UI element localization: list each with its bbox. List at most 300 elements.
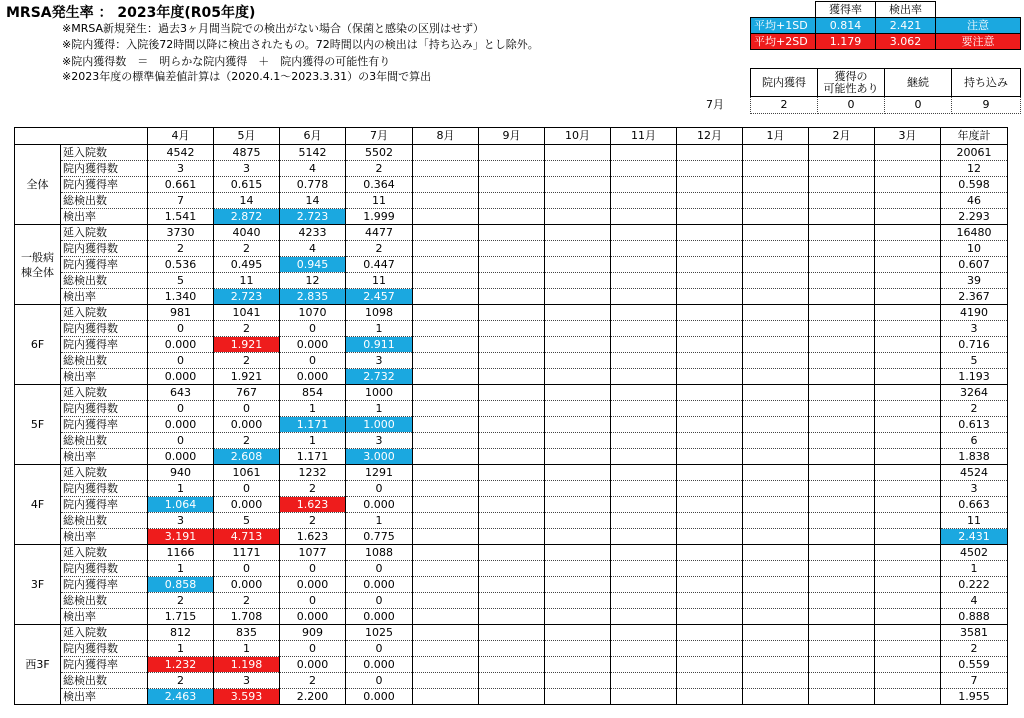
empty-cell [479, 401, 545, 417]
empty-cell [677, 449, 743, 465]
data-cell: 940 [148, 465, 214, 481]
empty-cell [413, 561, 479, 577]
empty-cell [677, 369, 743, 385]
legend-value: 1.179 [816, 34, 876, 50]
total-cell: 2 [941, 641, 1008, 657]
empty-cell [611, 145, 677, 161]
metric-label: 総検出数 [61, 353, 148, 369]
monthly-summary [750, 68, 1021, 114]
empty-cell [545, 449, 611, 465]
empty-cell [677, 161, 743, 177]
data-cell: 0.000 [214, 497, 280, 513]
empty-cell [611, 673, 677, 689]
empty-cell [545, 689, 611, 705]
metric-label: 延入院数 [61, 305, 148, 321]
table-row [15, 417, 1008, 433]
empty-cell [479, 561, 545, 577]
empty-cell [413, 321, 479, 337]
empty-cell [479, 209, 545, 225]
table-row [15, 481, 1008, 497]
empty-cell [809, 449, 875, 465]
column-header: 5月 [214, 128, 280, 145]
data-cell: 854 [280, 385, 346, 401]
data-cell: 0 [148, 401, 214, 417]
table-row [15, 145, 1008, 161]
empty-cell [875, 145, 941, 161]
empty-cell [875, 401, 941, 417]
metric-label: 総検出数 [61, 433, 148, 449]
legend-label: 平均+1SD [751, 18, 816, 34]
empty-cell [545, 401, 611, 417]
data-cell: 1 [148, 481, 214, 497]
data-cell: 2 [280, 481, 346, 497]
table-row [15, 193, 1008, 209]
empty-cell [413, 545, 479, 561]
empty-cell [809, 593, 875, 609]
data-cell: 0.000 [280, 337, 346, 353]
empty-cell [677, 609, 743, 625]
empty-cell [875, 433, 941, 449]
data-cell: 0.000 [280, 657, 346, 673]
data-cell: 0 [346, 561, 413, 577]
summary-value: 0 [818, 97, 885, 114]
data-cell: 4040 [214, 225, 280, 241]
column-header: 10月 [545, 128, 611, 145]
total-cell: 0.716 [941, 337, 1008, 353]
data-cell: 0.000 [346, 657, 413, 673]
data-cell: 11 [214, 273, 280, 289]
empty-cell [545, 609, 611, 625]
data-cell: 1041 [214, 305, 280, 321]
data-cell: 0 [346, 593, 413, 609]
data-cell: 11 [346, 273, 413, 289]
note-line: ※院内獲得：入院後72時間以降に検出されたもの。72時間以内の検出は「持ち込み」とし除外。 [62, 38, 539, 51]
empty-cell [677, 529, 743, 545]
table-row [15, 321, 1008, 337]
legend-status: 注意 [936, 18, 1021, 34]
metric-label: 院内獲得数 [61, 641, 148, 657]
empty-cell [809, 673, 875, 689]
table-row [15, 289, 1008, 305]
empty-cell [611, 369, 677, 385]
total-cell: 39 [941, 273, 1008, 289]
metric-label: 検出率 [61, 529, 148, 545]
data-cell: 0.000 [280, 577, 346, 593]
data-cell: 1 [346, 321, 413, 337]
empty-cell [809, 417, 875, 433]
data-cell: 1025 [346, 625, 413, 641]
empty-cell [545, 673, 611, 689]
empty-cell [413, 193, 479, 209]
total-cell: 16480 [941, 225, 1008, 241]
data-cell: 0 [280, 561, 346, 577]
data-cell: 1171 [214, 545, 280, 561]
metric-label: 院内獲得率 [61, 657, 148, 673]
empty-cell [809, 481, 875, 497]
metric-label: 院内獲得数 [61, 321, 148, 337]
empty-cell [611, 433, 677, 449]
empty-cell [677, 673, 743, 689]
empty-cell [677, 177, 743, 193]
empty-cell [545, 481, 611, 497]
empty-cell [479, 465, 545, 481]
empty-cell [677, 193, 743, 209]
metric-label: 検出率 [61, 689, 148, 705]
empty-cell [611, 481, 677, 497]
empty-cell [809, 513, 875, 529]
data-cell: 5142 [280, 145, 346, 161]
total-cell: 0.613 [941, 417, 1008, 433]
empty-cell [479, 353, 545, 369]
data-cell: 1.623 [280, 497, 346, 513]
empty-cell [479, 593, 545, 609]
total-cell: 1 [941, 561, 1008, 577]
empty-cell [743, 481, 809, 497]
metric-label: 院内獲得率 [61, 497, 148, 513]
data-cell: 0 [148, 321, 214, 337]
legend-header-rate: 獲得率 [816, 2, 876, 18]
data-cell: 1061 [214, 465, 280, 481]
metric-label: 総検出数 [61, 513, 148, 529]
empty-cell [545, 369, 611, 385]
table-row [15, 577, 1008, 593]
group-label: 4F [15, 465, 61, 545]
data-cell: 2.723 [214, 289, 280, 305]
group-label: 一般病 棟全体 [15, 225, 61, 305]
empty-cell [875, 625, 941, 641]
data-cell: 2 [214, 353, 280, 369]
data-cell: 1088 [346, 545, 413, 561]
empty-cell [413, 257, 479, 273]
empty-cell [809, 209, 875, 225]
empty-cell [809, 401, 875, 417]
empty-cell [545, 657, 611, 673]
data-cell: 0 [346, 673, 413, 689]
data-cell: 0.911 [346, 337, 413, 353]
total-cell: 6 [941, 433, 1008, 449]
empty-cell [809, 145, 875, 161]
legend-value: 3.062 [876, 34, 936, 50]
empty-cell [677, 337, 743, 353]
note-line: ※院内獲得数 ＝ 明らかな院内獲得 ＋ 院内獲得の可能性有り [62, 55, 391, 68]
empty-cell [875, 497, 941, 513]
empty-cell [413, 305, 479, 321]
data-cell: 1070 [280, 305, 346, 321]
empty-cell [545, 545, 611, 561]
total-cell: 2.367 [941, 289, 1008, 305]
empty-cell [677, 417, 743, 433]
empty-cell [809, 465, 875, 481]
empty-cell [479, 369, 545, 385]
empty-cell [809, 657, 875, 673]
data-cell: 1077 [280, 545, 346, 561]
empty-cell [875, 177, 941, 193]
total-cell: 0.598 [941, 177, 1008, 193]
metric-label: 延入院数 [61, 385, 148, 401]
data-cell: 1291 [346, 465, 413, 481]
metric-label: 院内獲得数 [61, 561, 148, 577]
table-row [15, 177, 1008, 193]
table-row [15, 241, 1008, 257]
empty-cell [809, 241, 875, 257]
empty-cell [875, 465, 941, 481]
empty-cell [809, 369, 875, 385]
empty-cell [611, 625, 677, 641]
data-cell: 11 [346, 193, 413, 209]
data-cell: 0 [280, 321, 346, 337]
empty-cell [743, 497, 809, 513]
data-cell: 1098 [346, 305, 413, 321]
empty-cell [479, 625, 545, 641]
data-cell: 0.495 [214, 257, 280, 273]
empty-cell [743, 193, 809, 209]
data-cell: 3 [346, 433, 413, 449]
empty-cell [545, 209, 611, 225]
data-cell: 3 [148, 161, 214, 177]
empty-cell [413, 625, 479, 641]
empty-cell [611, 273, 677, 289]
empty-cell [743, 609, 809, 625]
group-label: 3F [15, 545, 61, 625]
data-cell: 1.340 [148, 289, 214, 305]
empty-cell [545, 593, 611, 609]
data-cell: 4233 [280, 225, 346, 241]
empty-cell [677, 625, 743, 641]
data-cell: 1 [346, 513, 413, 529]
empty-cell [809, 545, 875, 561]
empty-cell [677, 689, 743, 705]
group-label: 6F [15, 305, 61, 385]
empty-cell [611, 161, 677, 177]
data-cell: 2 [346, 241, 413, 257]
empty-cell [545, 353, 611, 369]
empty-cell [875, 657, 941, 673]
empty-cell [743, 305, 809, 321]
data-cell: 4 [280, 241, 346, 257]
empty-cell [611, 593, 677, 609]
column-header: 3月 [875, 128, 941, 145]
empty-cell [479, 449, 545, 465]
total-cell: 0.222 [941, 577, 1008, 593]
empty-cell [413, 657, 479, 673]
empty-cell [743, 241, 809, 257]
data-cell: 4.713 [214, 529, 280, 545]
table-row [15, 545, 1008, 561]
empty-cell [413, 593, 479, 609]
empty-cell [611, 609, 677, 625]
empty-cell [611, 577, 677, 593]
data-cell: 0.000 [346, 689, 413, 705]
data-cell: 0 [280, 641, 346, 657]
empty-cell [743, 385, 809, 401]
empty-cell [809, 353, 875, 369]
total-cell: 2.293 [941, 209, 1008, 225]
metric-label: 院内獲得数 [61, 401, 148, 417]
empty-cell [611, 385, 677, 401]
data-cell: 0 [214, 401, 280, 417]
data-cell: 3 [214, 161, 280, 177]
column-header: 11月 [611, 128, 677, 145]
column-header: 6月 [280, 128, 346, 145]
column-header: 4月 [148, 128, 214, 145]
data-cell: 3.191 [148, 529, 214, 545]
empty-cell [611, 193, 677, 209]
data-cell: 2 [214, 433, 280, 449]
empty-cell [875, 513, 941, 529]
empty-cell [479, 321, 545, 337]
table-row [15, 353, 1008, 369]
data-cell: 0.447 [346, 257, 413, 273]
empty-cell [479, 289, 545, 305]
summary-value: 2 [751, 97, 818, 114]
data-cell: 0.536 [148, 257, 214, 273]
data-cell: 0.000 [148, 417, 214, 433]
empty-cell [479, 385, 545, 401]
data-cell: 0.858 [148, 577, 214, 593]
empty-cell [743, 321, 809, 337]
metric-label: 院内獲得率 [61, 577, 148, 593]
metric-label: 検出率 [61, 609, 148, 625]
data-cell: 12 [280, 273, 346, 289]
table-header-row [15, 128, 1008, 145]
empty-cell [611, 257, 677, 273]
empty-cell [677, 225, 743, 241]
empty-cell [809, 161, 875, 177]
data-cell: 0 [148, 433, 214, 449]
total-cell: 2.431 [941, 529, 1008, 545]
empty-cell [809, 321, 875, 337]
data-cell: 1.232 [148, 657, 214, 673]
empty-cell [611, 513, 677, 529]
empty-cell [479, 529, 545, 545]
total-cell: 4502 [941, 545, 1008, 561]
empty-cell [677, 401, 743, 417]
empty-cell [479, 241, 545, 257]
metric-label: 検出率 [61, 449, 148, 465]
empty-cell [545, 385, 611, 401]
total-cell: 11 [941, 513, 1008, 529]
empty-cell [743, 513, 809, 529]
data-cell: 5502 [346, 145, 413, 161]
table-row [15, 513, 1008, 529]
metric-label: 院内獲得率 [61, 177, 148, 193]
empty-cell [875, 593, 941, 609]
empty-cell [743, 225, 809, 241]
table-row [15, 209, 1008, 225]
empty-cell [413, 161, 479, 177]
empty-cell [611, 289, 677, 305]
metric-label: 総検出数 [61, 673, 148, 689]
empty-cell [875, 161, 941, 177]
total-cell: 0.663 [941, 497, 1008, 513]
metric-label: 延入院数 [61, 545, 148, 561]
empty-cell [479, 305, 545, 321]
data-cell: 1 [346, 401, 413, 417]
empty-cell [479, 545, 545, 561]
empty-cell [479, 641, 545, 657]
empty-cell [413, 273, 479, 289]
empty-cell [875, 545, 941, 561]
empty-cell [743, 465, 809, 481]
total-cell: 4 [941, 593, 1008, 609]
empty-cell [743, 257, 809, 273]
empty-cell [545, 145, 611, 161]
empty-cell [545, 417, 611, 433]
empty-cell [545, 257, 611, 273]
empty-cell [413, 177, 479, 193]
empty-cell [479, 337, 545, 353]
empty-cell [479, 673, 545, 689]
empty-cell [743, 625, 809, 641]
empty-cell [677, 657, 743, 673]
data-cell: 1.064 [148, 497, 214, 513]
group-label: 西3F [15, 625, 61, 705]
data-cell: 5 [148, 273, 214, 289]
metric-label: 延入院数 [61, 225, 148, 241]
empty-cell [875, 529, 941, 545]
empty-cell [611, 529, 677, 545]
data-cell: 812 [148, 625, 214, 641]
data-cell: 835 [214, 625, 280, 641]
column-header: 8月 [413, 128, 479, 145]
empty-cell [809, 641, 875, 657]
empty-cell [743, 449, 809, 465]
data-cell: 4477 [346, 225, 413, 241]
table-row [15, 561, 1008, 577]
data-cell: 2 [214, 593, 280, 609]
legend-row-1sd [751, 18, 1021, 34]
empty-cell [611, 417, 677, 433]
data-cell: 1000 [346, 385, 413, 401]
data-cell: 0.000 [346, 577, 413, 593]
note-line: ※2023年度の標準偏差値計算は（2020.4.1～2023.3.31）の3年間で算出 [62, 70, 432, 83]
empty-cell [545, 273, 611, 289]
empty-cell [875, 369, 941, 385]
data-cell: 14 [280, 193, 346, 209]
total-cell: 1.955 [941, 689, 1008, 705]
table-row [15, 657, 1008, 673]
empty-cell [677, 321, 743, 337]
note-line: ※MRSA新規発生：過去3ヶ月間当院での検出がない場合（保菌と感染の区別はせず） [62, 22, 485, 35]
empty-cell [743, 689, 809, 705]
empty-cell [875, 337, 941, 353]
empty-cell [677, 289, 743, 305]
empty-cell [413, 225, 479, 241]
table-row [15, 689, 1008, 705]
empty-cell [743, 337, 809, 353]
total-cell: 0.888 [941, 609, 1008, 625]
data-cell: 0.000 [148, 369, 214, 385]
empty-cell [545, 625, 611, 641]
empty-cell [875, 193, 941, 209]
data-cell: 0.615 [214, 177, 280, 193]
total-cell: 3 [941, 321, 1008, 337]
summary-header: 継続 [885, 69, 952, 97]
data-cell: 2 [346, 161, 413, 177]
group-label: 5F [15, 385, 61, 465]
empty-cell [413, 385, 479, 401]
table-row [15, 609, 1008, 625]
empty-cell [611, 337, 677, 353]
empty-cell [743, 673, 809, 689]
data-cell: 2 [148, 673, 214, 689]
total-cell: 10 [941, 241, 1008, 257]
data-cell: 2 [148, 593, 214, 609]
empty-cell [677, 273, 743, 289]
empty-cell [545, 513, 611, 529]
data-cell: 0 [346, 481, 413, 497]
data-cell: 2.463 [148, 689, 214, 705]
